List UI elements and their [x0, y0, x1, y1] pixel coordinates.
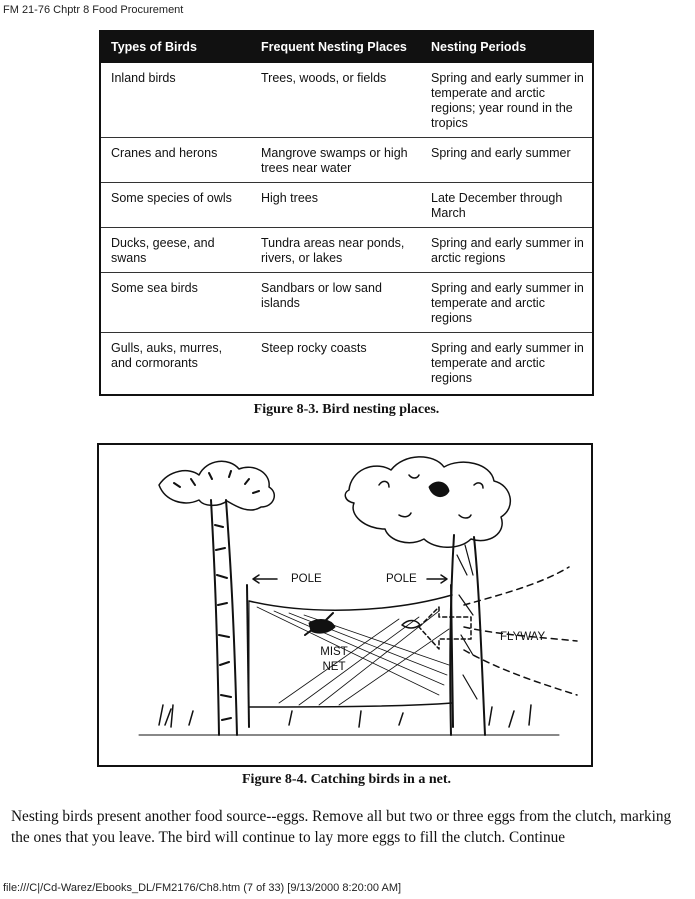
table-row — [101, 228, 594, 273]
table-cell: Late December through March — [421, 183, 594, 228]
mist-label: MIST — [320, 646, 348, 658]
table-row — [101, 138, 594, 183]
column-header-places: Frequent Nesting Places — [251, 32, 421, 63]
bird-nesting-table — [101, 32, 594, 393]
column-header-periods: Nesting Periods — [421, 32, 594, 63]
table-cell: Spring and early summer in temperate and arctic regions — [421, 273, 594, 333]
figure-8-4-caption: Figure 8-4. Catching birds in a net. — [242, 772, 451, 787]
figure-8-3-caption: Figure 8-3. Bird nesting places. — [253, 402, 440, 417]
table-row — [101, 273, 594, 333]
table-cell: Some sea birds — [101, 273, 251, 333]
table-cell: Tundra areas near ponds, rivers, or lakes — [251, 228, 421, 273]
table-cell: Spring and early summer in arctic regions — [421, 228, 594, 273]
table-row — [101, 63, 594, 138]
table-cell: Gulls, auks, murres, and cormorants — [111, 341, 223, 370]
pole-left-label: POLE — [291, 573, 322, 585]
pole-right-label: POLE — [386, 573, 417, 585]
flyway-label: FLYWAY — [500, 631, 546, 643]
table-cell: Spring and early summer in temperate and arctic regions — [431, 341, 584, 385]
table-cell: Some species of owls — [101, 183, 251, 228]
page-footer-url: file:///C|/Cd-Warez/Ebooks_DL/FM2176/Ch8.htm (7 of 33) [9/13/2000 8:20:00 AM] — [3, 882, 402, 894]
table-cell: Mangrove swamps or high trees near water — [251, 138, 421, 183]
table-cell: Spring and early summer — [421, 138, 594, 183]
table-header-row — [101, 32, 594, 63]
table-cell: Sandbars or low sand islands — [251, 273, 421, 333]
bird-nesting-table-frame — [99, 30, 594, 396]
mist-net-drawing — [99, 445, 591, 765]
page-header-title: FM 21-76 Chptr 8 Food Procurement — [3, 4, 184, 16]
table-cell: Spring and early summer in temperate and arctic regions; year round in the tropics — [421, 63, 594, 138]
table-cell: Cranes and herons — [101, 138, 251, 183]
column-header-types: Types of Birds — [101, 32, 251, 63]
table-cell: High trees — [251, 183, 421, 228]
table-cell: Trees, woods, or fields — [251, 63, 421, 138]
table-row — [101, 183, 594, 228]
table-cell: Inland birds — [101, 63, 251, 138]
body-paragraph: Nesting birds present another food source--eggs. Remove all but two or three eggs from the clutch, marking the ones that you leave. The bird will continue to lay more eggs to fill the clutch. Continue — [11, 808, 672, 846]
net-label: NET — [322, 661, 346, 673]
table-cell: Steep rocky coasts — [261, 341, 367, 355]
table-cell: Ducks, geese, and swans — [101, 228, 251, 273]
figure-8-4-illustration — [97, 443, 593, 767]
table-row — [101, 333, 594, 393]
